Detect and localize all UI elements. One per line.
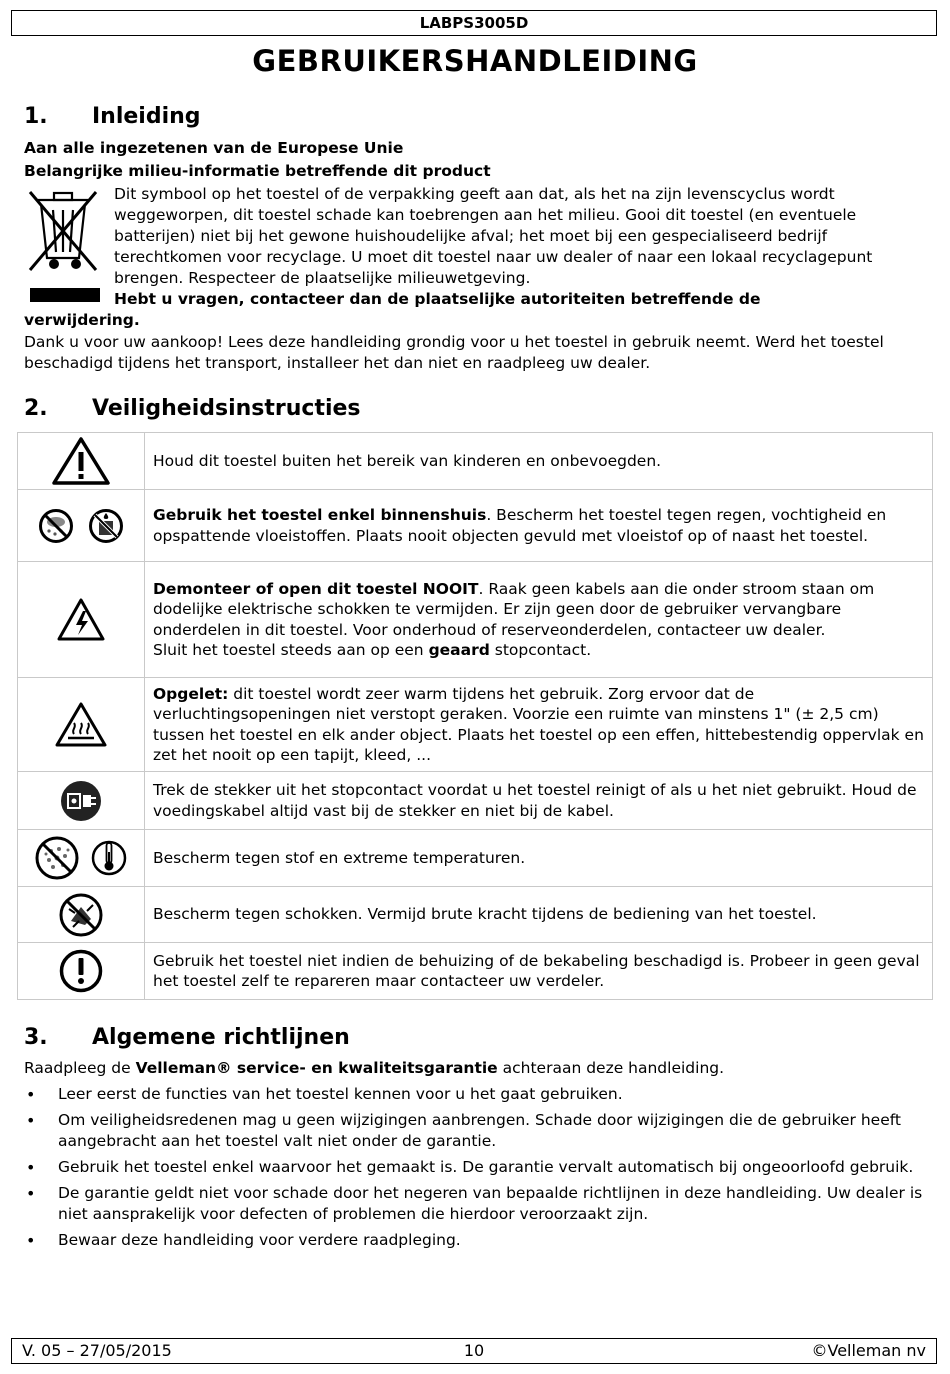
crossed-bin-icon	[24, 186, 102, 304]
weee-question: Hebt u vragen, contacteer dan de plaatselijke autoriteiten betreffende de verwijdering.	[24, 290, 761, 329]
safety-text: Gebruik het toestel niet indien de behuizing of de bekabeling beschadigd is. Probeer in geen geval het toestel zelf te repareren maar contacteer uw verdeler.	[145, 943, 933, 1000]
weee-text: Dit symbool op het toestel of de verpakking geeft aan dat, als het na zijn levenscyclus wordt weggeworpen, dit toestel schade kan toebrengen aan het milieu. Gooi dit toestel (en eventuele batterijen) niet bij het gewone huishoudelijke afval; het moet bij een gespecialiseerd bedrijf terechtkomen voor recyclage. U moet dit toestel naar uw dealer of naar een lokaal recyclagepunt brengen. Respecteer de plaatselijke milieuwetgeving.	[114, 185, 873, 287]
copyright: ©Velleman nv	[811, 1341, 926, 1360]
safety-text: Opgelet: dit toestel wordt zeer warm tijdens het gebruik. Zorg ervoor dat de verluchtingsopeningen niet verstopt geraken. Voorzie een ruimte van minstens 1" (± 2,5 cm) tussen het toestel en elk ander object. Plaats het toestel op een effen, hittebestendig oppervlak en zet het nooit op een tapijt, kleed, ...	[145, 678, 933, 772]
safety-row	[18, 830, 933, 887]
list-item: • Om veiligheidsredenen mag u geen wijzigingen aanbrengen. Schade door wijzigingen die de gebruiker heeft aangebracht aan het toestel valt niet onder de garantie.	[24, 1110, 934, 1152]
safety-row	[18, 887, 933, 943]
section-2-heading: 2. Veiligheidsinstructies	[24, 396, 361, 421]
safety-row	[18, 678, 933, 772]
document-title: GEBRUIKERSHANDLEIDING	[252, 44, 698, 78]
weee-block	[24, 184, 929, 331]
environment-info-line: Belangrijke milieu-informatie betreffende dit product	[24, 162, 491, 180]
no-shock-impact-icon	[59, 893, 103, 937]
page-footer	[11, 1338, 937, 1364]
unplug-icon	[60, 780, 102, 822]
warranty-reference: Raadpleeg de Velleman® service- en kwaliteitsgarantie achteraan deze handleiding.	[24, 1059, 725, 1077]
version-date: V. 05 – 27/05/2015	[22, 1341, 172, 1360]
section-1-heading: 1. Inleiding	[24, 104, 201, 129]
safety-row	[18, 490, 933, 562]
safety-text: Houd dit toestel buiten het bereik van kinderen en onbevoegden.	[145, 433, 933, 490]
safety-row	[18, 943, 933, 1000]
no-dust-icon	[35, 836, 79, 880]
safety-text: Demonteer of open dit toestel NOOIT. Raak geen kabels aan die onder stroom staan om dodelijke elektrische schokken te vermijden. Er zijn geen door de gebruiker vervangbare onderdelen in dit toestel. Voor onderhoud of reserveonderdelen, contacteer uw dealer. Sluit het toestel steeds aan op een geaard stopcontact.	[145, 562, 933, 678]
safety-row	[18, 562, 933, 678]
section-3-heading: 3. Algemene richtlijnen	[24, 1025, 350, 1050]
model-number: LABPS3005D	[419, 14, 529, 32]
list-item: • Leer eerst de functies van het toestel kennen voor u het gaat gebruiken.	[24, 1084, 934, 1105]
warning-triangle-icon	[51, 436, 111, 486]
safety-row	[18, 433, 933, 490]
hot-surface-icon	[54, 701, 108, 749]
eu-residents-line: Aan alle ingezetenen van de Europese Unie	[24, 139, 404, 157]
electric-shock-icon	[56, 597, 106, 643]
intro-paragraph: Dank u voor uw aankoop! Lees deze handleiding grondig voor u het toestel in gebruik neemt. Werd het toestel beschadigd tijdens het transport, installeer het dan niet en raadpleeg uw dealer.	[24, 333, 884, 372]
safety-text: Bescherm tegen schokken. Vermijd brute kracht tijdens de bediening van het toestel.	[145, 887, 933, 943]
no-liquid-icon	[88, 508, 124, 544]
list-item: • Gebruik het toestel enkel waarvoor het gemaakt is. De garantie vervalt automatisch bij ongeoorloofd gebruik.	[24, 1157, 934, 1178]
thermometer-icon	[91, 834, 127, 882]
safety-text: Gebruik het toestel enkel binnenshuis. Bescherm het toestel tegen regen, vochtigheid en opspattende vloeistoffen. Plaats nooit objecten gevuld met vloeistof op of naast het toestel.	[145, 490, 933, 562]
safety-text: Bescherm tegen stof en extreme temperaturen.	[145, 830, 933, 887]
safety-table	[17, 432, 933, 1000]
no-rain-icon	[38, 508, 74, 544]
safety-text: Trek de stekker uit het stopcontact voordat u het toestel reinigt of als u het niet gebruikt. Houd de voedingskabel altijd vast bij de stekker en niet bij de kabel.	[145, 772, 933, 830]
list-item: • De garantie geldt niet voor schade door het negeren van bepaalde richtlijnen in deze handleiding. Uw dealer is niet aansprakelijk voor defecten of problemen die hierdoor veroorzaakt zijn.	[24, 1183, 934, 1225]
guidelines-list	[24, 1084, 934, 1256]
page-number: 10	[463, 1341, 485, 1360]
safety-row	[18, 772, 933, 830]
list-item: • Bewaar deze handleiding voor verdere raadpleging.	[24, 1230, 934, 1251]
page-header	[11, 10, 937, 36]
exclamation-circle-icon	[59, 949, 103, 993]
